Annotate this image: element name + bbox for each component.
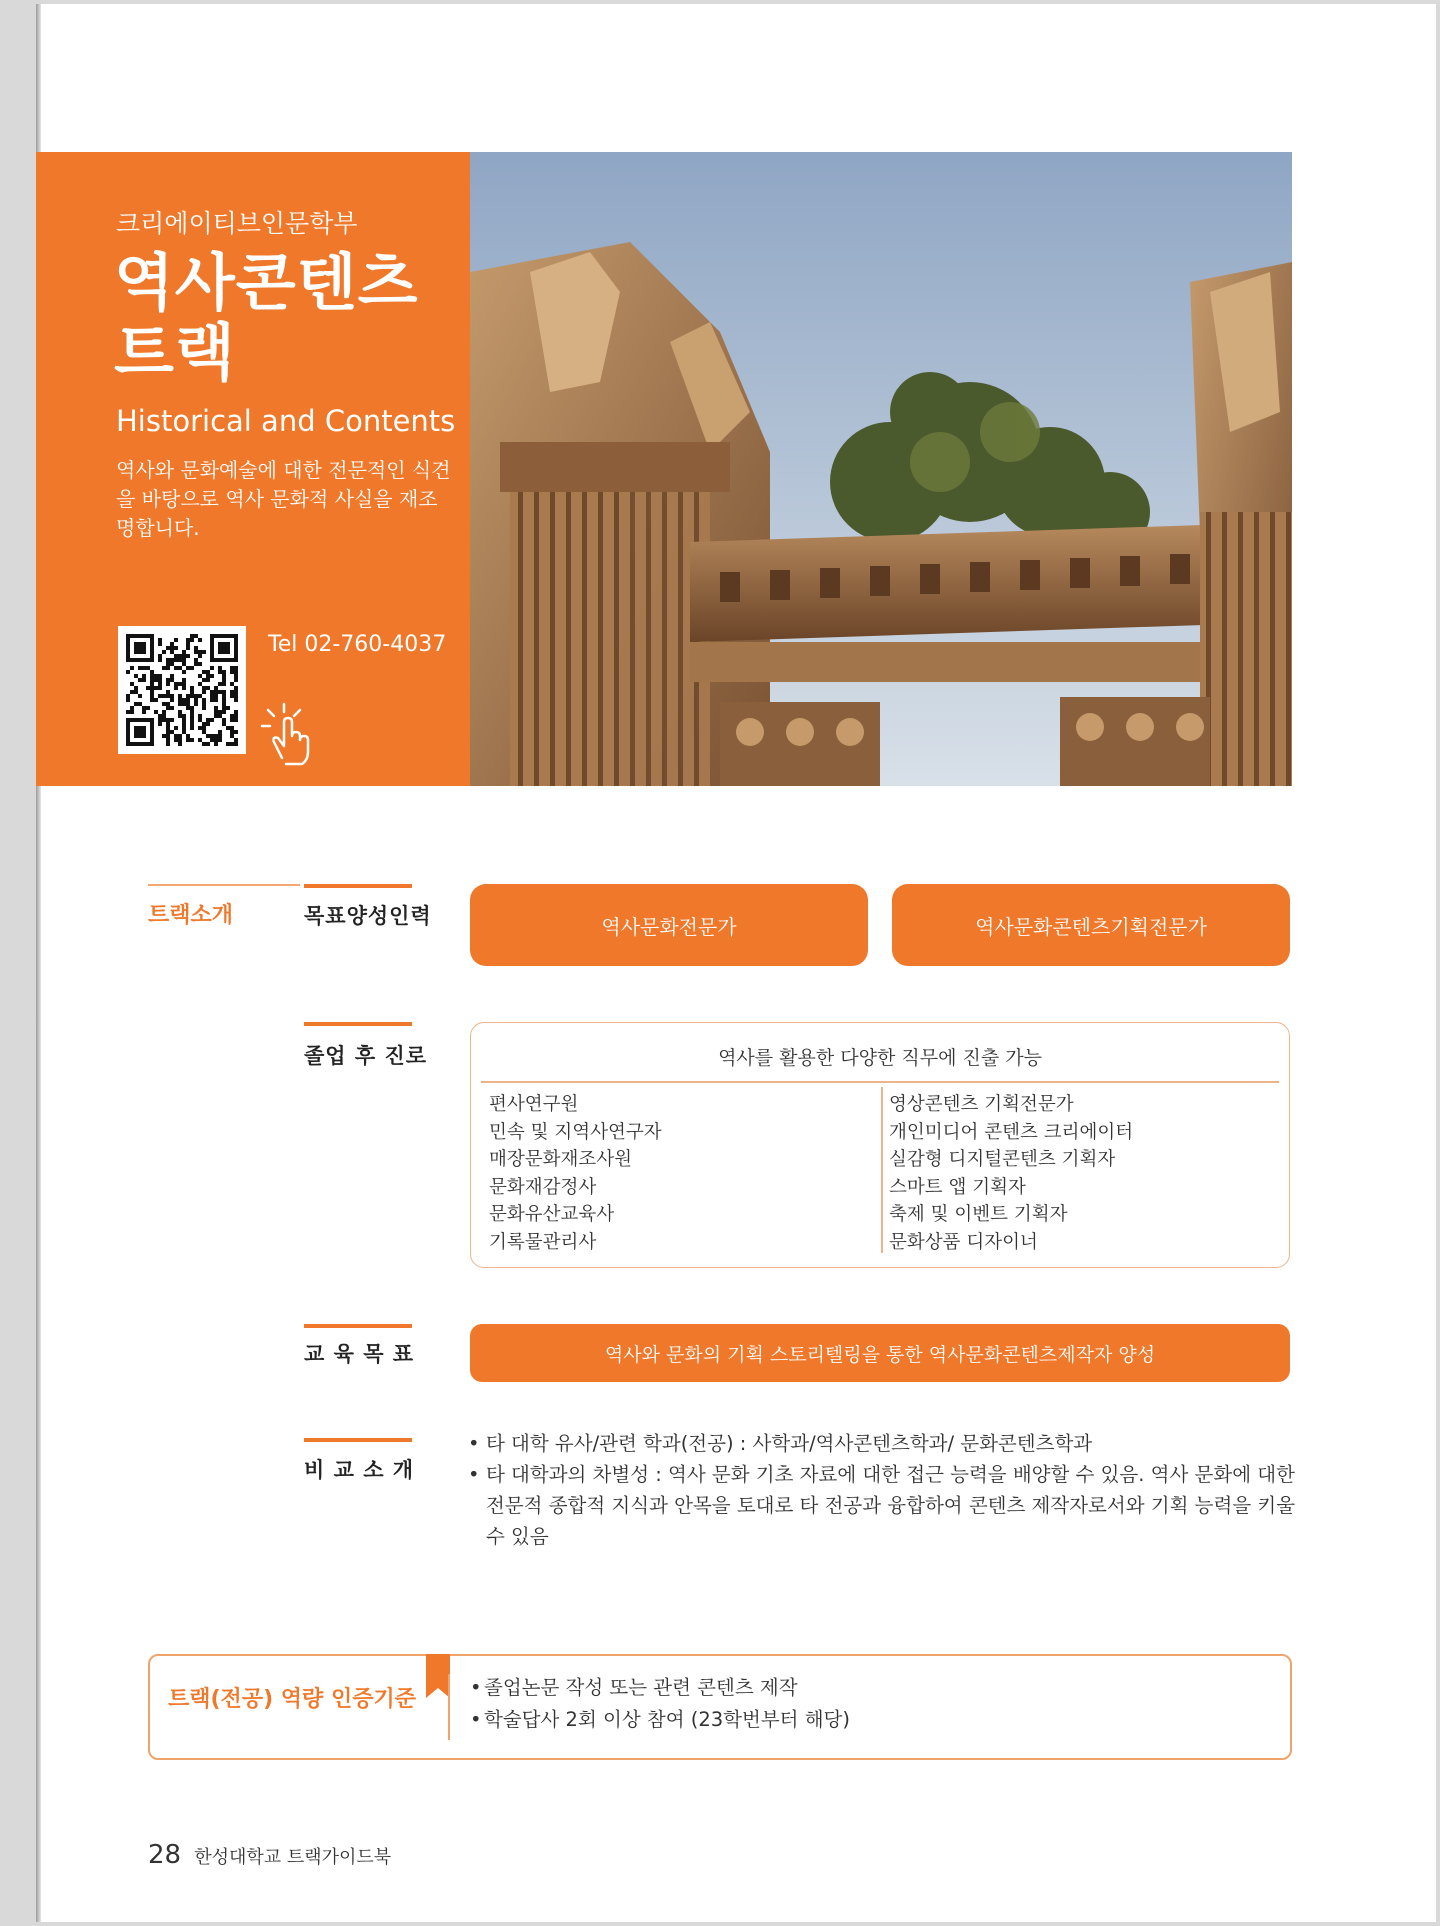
label-rule-career <box>304 1022 412 1026</box>
target-pill-1: 역사문화전문가 <box>470 884 868 966</box>
certification-box <box>148 1654 1292 1760</box>
career-item: 기록물관리사 <box>489 1231 597 1253</box>
career-column-divider <box>881 1087 883 1253</box>
track-title-line1: 역사콘텐츠 <box>114 246 419 319</box>
track-title-line2: 트랙 <box>114 316 236 389</box>
career-item: 개인미디어 콘텐츠 크리에이터 <box>889 1121 1134 1143</box>
label-rule-targets <box>304 884 412 888</box>
telephone-number: Tel 02-760-4037 <box>268 632 447 657</box>
career-list-right <box>889 1091 1133 1256</box>
qr-code-icon <box>126 634 238 746</box>
career-item: 축제 및 이벤트 기획자 <box>889 1204 1068 1225</box>
career-header-rule <box>481 1081 1279 1083</box>
career-item: 문화유산교육사 <box>489 1204 615 1225</box>
track-description: 역사와 문화예술에 대한 전문적인 식견을 바탕으로 역사 문화적 사실을 재조명합니다. <box>116 458 451 540</box>
page <box>36 4 1436 1922</box>
comparison-list <box>468 1428 1298 1552</box>
certification-divider <box>448 1674 450 1740</box>
career-item: 스마트 앱 기획자 <box>889 1176 1026 1198</box>
label-comparison: 비 교 소 개 <box>304 1458 415 1482</box>
label-rule-compare <box>304 1438 412 1442</box>
comparison-item: • 타 대학 유사/관련 학과(전공) : 사학과/역사콘텐츠학과/ 문화콘텐츠학과 <box>468 1428 1298 1459</box>
career-item: 매장문화재조사원 <box>489 1149 632 1170</box>
tap-hand-icon <box>256 698 326 768</box>
career-item: 문화재감정사 <box>489 1176 597 1198</box>
career-item: 실감형 디지털콘텐츠 기획자 <box>889 1149 1116 1170</box>
book-name: 한성대학교 트랙가이드북 <box>194 1847 392 1868</box>
career-box <box>470 1022 1290 1268</box>
label-career: 졸업 후 진로 <box>304 1044 428 1068</box>
track-title-english: Historical and Contents <box>116 404 456 438</box>
label-education-goal: 교 육 목 표 <box>304 1342 415 1366</box>
department-name: 크리에이티브인문학부 <box>116 209 358 238</box>
track-title <box>114 248 418 388</box>
palace-architecture-image <box>470 152 1292 786</box>
page-footer <box>148 1840 391 1870</box>
certification-list <box>470 1672 850 1736</box>
qr-code[interactable] <box>118 626 246 754</box>
label-target-talent: 목표양성인력 <box>304 904 432 928</box>
hero-photo <box>470 152 1292 786</box>
section-label-rule <box>148 884 300 886</box>
page-number: 28 <box>148 1840 182 1870</box>
bookmark-ribbon-icon <box>426 1654 450 1698</box>
target-pill-2: 역사문화콘텐츠기획전문가 <box>892 884 1290 966</box>
comparison-item: • 타 대학과의 차별성 : 역사 문화 기초 자료에 대한 접근 능력을 배양할 수 있음. 역사 문화에 대한 전문적 종합적 지식과 안목을 토대로 타 전공과 융합하여 콘텐츠 제작자로서와 기획 능력을 키울 수 있음 <box>468 1459 1298 1552</box>
career-item: 편사연구원 <box>489 1094 579 1115</box>
certification-title: 트랙(전공) 역량 인증기준 <box>168 1687 416 1712</box>
career-header: 역사를 활용한 다양한 직무에 진출 가능 <box>718 1047 1042 1069</box>
career-item: 민속 및 지역사연구자 <box>489 1121 662 1143</box>
certification-item: • 학술답사 2회 이상 참여 (23학번부터 해당) <box>470 1704 850 1736</box>
career-list-left <box>489 1091 662 1256</box>
career-item: 문화상품 디자이너 <box>889 1231 1038 1253</box>
career-item: 영상콘텐츠 기획전문가 <box>889 1094 1074 1115</box>
certification-item: • 졸업논문 작성 또는 관련 콘텐츠 제작 <box>470 1672 850 1704</box>
education-goal-banner: 역사와 문화의 기획 스토리텔링을 통한 역사문화콘텐츠제작자 양성 <box>470 1324 1290 1382</box>
hero-panel <box>36 152 470 786</box>
section-label-track-intro: 트랙소개 <box>148 903 234 928</box>
label-rule-goal <box>304 1324 412 1328</box>
